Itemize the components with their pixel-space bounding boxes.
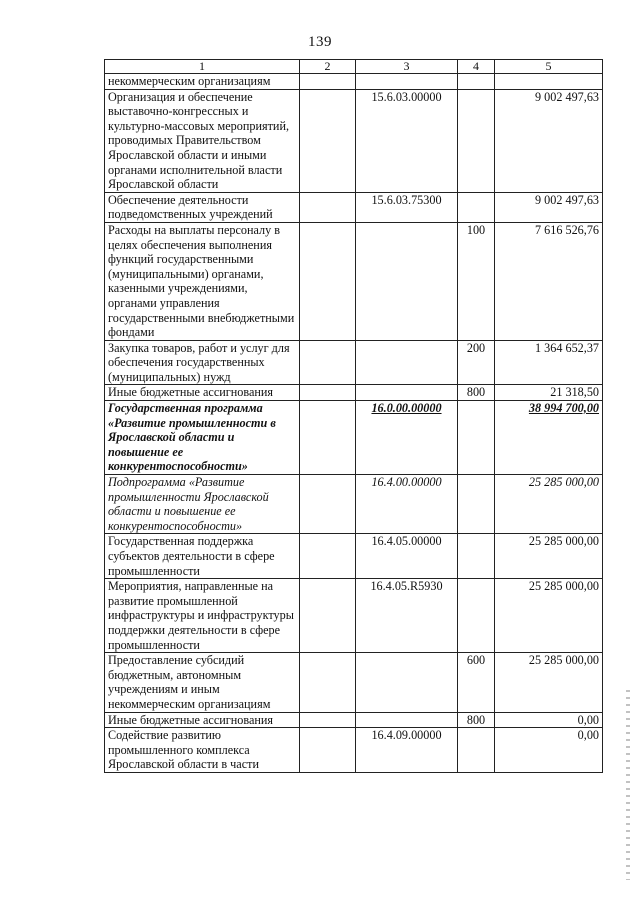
row-code	[356, 385, 458, 401]
row-name: Расходы на выплаты персоналу в целях обеспечения выполнения функций государственными (муниципальными) органами, казенными учреждениями, органами управления государственными внебюджетными фондами	[105, 222, 300, 340]
row-code: 16.4.09.00000	[356, 728, 458, 773]
row-code: 15.6.03.75300	[356, 192, 458, 222]
row-name: Подпрограмма «Развитие промышленности Ярославской области и повышение ее конкурентоспособности»	[105, 475, 300, 534]
table-row	[105, 74, 603, 90]
row-expense-type	[458, 74, 495, 90]
row-code: 16.4.05.R5930	[356, 579, 458, 653]
row-expense-type	[458, 728, 495, 773]
row-col2	[300, 192, 356, 222]
row-col2	[300, 712, 356, 728]
row-code	[356, 74, 458, 90]
row-expense-type	[458, 89, 495, 192]
row-name: Организация и обеспечение выставочно-конгрессных и культурно-массовых мероприятий, проводимых Правительством Ярославской области и иными органами исполнительной власти Ярославской области	[105, 89, 300, 192]
row-code	[356, 222, 458, 340]
row-col2	[300, 401, 356, 475]
table-row	[105, 653, 603, 712]
table-row	[105, 340, 603, 385]
table-header-row	[105, 60, 603, 74]
row-amount: 38 994 700,00	[495, 401, 603, 475]
row-amount: 9 002 497,63	[495, 192, 603, 222]
table-row	[105, 728, 603, 773]
row-col2	[300, 385, 356, 401]
column-header: 5	[495, 60, 603, 74]
row-expense-type	[458, 192, 495, 222]
row-expense-type: 200	[458, 340, 495, 385]
row-code: 16.4.00.00000	[356, 475, 458, 534]
table-row	[105, 192, 603, 222]
scan-edge-marks	[626, 690, 630, 880]
row-code: 16.4.05.00000	[356, 534, 458, 579]
row-amount: 21 318,50	[495, 385, 603, 401]
row-amount: 0,00	[495, 712, 603, 728]
row-name: Государственная программа «Развитие промышленности в Ярославской области и повышение ее конкурентоспособности»	[105, 401, 300, 475]
row-col2	[300, 534, 356, 579]
row-amount: 9 002 497,63	[495, 89, 603, 192]
row-amount: 1 364 652,37	[495, 340, 603, 385]
table-row	[105, 712, 603, 728]
row-amount: 25 285 000,00	[495, 534, 603, 579]
row-name: Мероприятия, направленные на развитие промышленной инфраструктуры и инфраструктуры поддержки деятельности в сфере промышленности	[105, 579, 300, 653]
row-amount: 25 285 000,00	[495, 579, 603, 653]
table-row-program	[105, 401, 603, 475]
row-amount: 25 285 000,00	[495, 653, 603, 712]
row-expense-type	[458, 579, 495, 653]
table-row	[105, 222, 603, 340]
row-col2	[300, 74, 356, 90]
row-col2	[300, 340, 356, 385]
row-amount: 25 285 000,00	[495, 475, 603, 534]
row-col2	[300, 89, 356, 192]
row-col2	[300, 728, 356, 773]
row-amount	[495, 74, 603, 90]
table-row	[105, 579, 603, 653]
row-col2	[300, 653, 356, 712]
row-name: Обеспечение деятельности подведомственных учреждений	[105, 192, 300, 222]
table-row	[105, 534, 603, 579]
row-code	[356, 712, 458, 728]
row-name: Государственная поддержка субъектов деятельности в сфере промышленности	[105, 534, 300, 579]
row-code	[356, 340, 458, 385]
column-header: 2	[300, 60, 356, 74]
row-col2	[300, 579, 356, 653]
row-name: некоммерческим организациям	[105, 74, 300, 90]
row-expense-type: 800	[458, 385, 495, 401]
row-col2	[300, 475, 356, 534]
row-name: Предоставление субсидий бюджетным, автономным учреждениям и иным некоммерческим организациям	[105, 653, 300, 712]
budget-table	[104, 59, 603, 773]
row-expense-type: 100	[458, 222, 495, 340]
row-expense-type	[458, 534, 495, 579]
row-expense-type: 600	[458, 653, 495, 712]
row-code: 15.6.03.00000	[356, 89, 458, 192]
row-code: 16.0.00.00000	[356, 401, 458, 475]
column-header: 4	[458, 60, 495, 74]
table-row-subprogram	[105, 475, 603, 534]
row-name: Закупка товаров, работ и услуг для обеспечения государственных (муниципальных) нужд	[105, 340, 300, 385]
row-amount: 0,00	[495, 728, 603, 773]
row-code	[356, 653, 458, 712]
table-row	[105, 385, 603, 401]
row-amount: 7 616 526,76	[495, 222, 603, 340]
row-expense-type	[458, 475, 495, 534]
row-name: Иные бюджетные ассигнования	[105, 712, 300, 728]
row-col2	[300, 222, 356, 340]
column-header: 1	[105, 60, 300, 74]
row-expense-type: 800	[458, 712, 495, 728]
row-expense-type	[458, 401, 495, 475]
page-number: 139	[308, 34, 332, 50]
table-row	[105, 89, 603, 192]
row-name: Иные бюджетные ассигнования	[105, 385, 300, 401]
row-name: Содействие развитию промышленного комплекса Ярославской области в части	[105, 728, 300, 773]
column-header: 3	[356, 60, 458, 74]
